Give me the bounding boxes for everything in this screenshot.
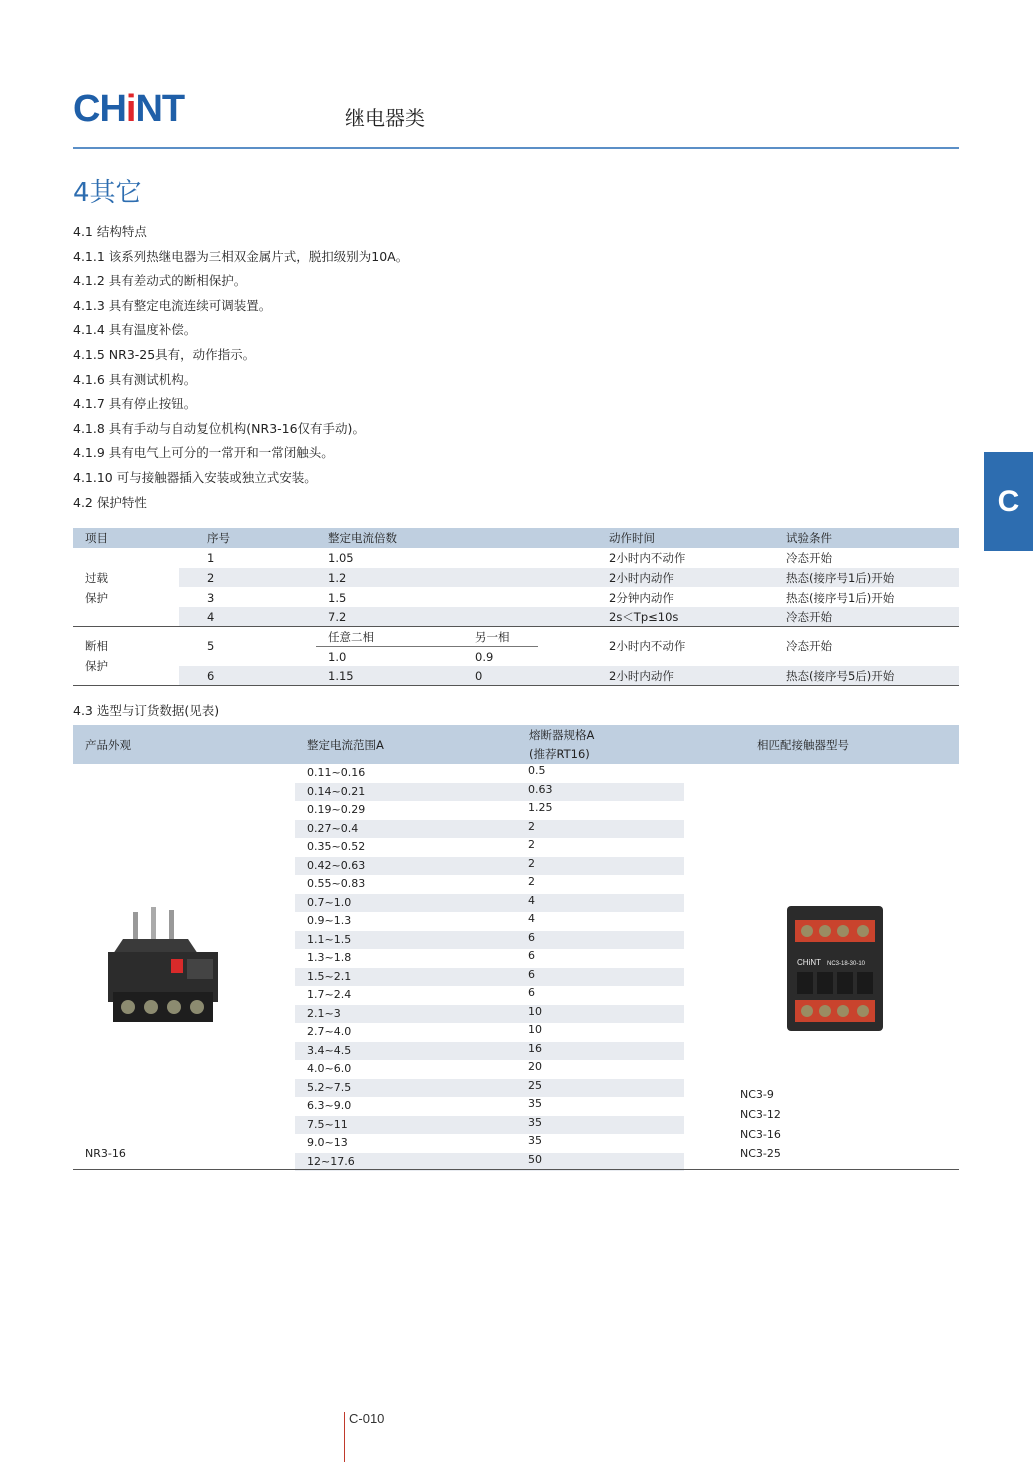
nc3-contactor-image <box>783 902 887 1037</box>
contactor-brand-label: CHiNT <box>797 958 821 967</box>
header-multiple: 整定电流倍数 <box>328 531 397 545</box>
range-cell: 9.0~13 <box>307 1136 348 1149</box>
range-cell: 12~17.6 <box>307 1154 355 1168</box>
page-number: C-010 <box>349 1411 385 1426</box>
table-row <box>295 986 684 1005</box>
table-cell: 1 <box>207 551 215 565</box>
contactor-model: NC3-12 <box>740 1108 781 1121</box>
table-row <box>295 931 684 950</box>
table-row <box>295 764 684 783</box>
table-cell: 1.2 <box>328 571 347 585</box>
table-row <box>295 1060 684 1079</box>
order-table-header <box>73 725 959 764</box>
table-row <box>295 1134 684 1153</box>
table-cell: 热态(接序号1后)开始 <box>786 591 895 605</box>
table-cell: 2s＜Tp≤10s <box>609 610 679 624</box>
header-no: 序号 <box>207 531 230 545</box>
header-condition: 试验条件 <box>786 531 832 545</box>
fuse-cell: 35 <box>528 1097 542 1110</box>
table-row <box>295 1079 684 1098</box>
feature-item: 4.1 结构特点 <box>73 224 147 239</box>
table-row <box>295 894 684 913</box>
contactor-model: NC3-16 <box>740 1128 781 1141</box>
fuse-cell: 2 <box>528 856 535 870</box>
order-section-title: 4.3 选型与订货数据(见表) <box>73 703 220 718</box>
fuse-cell: 4 <box>528 893 535 907</box>
feature-item: 4.1.7 具有停止按钮。 <box>73 396 197 412</box>
fuse-cell: 10 <box>528 1004 542 1018</box>
table-row <box>295 968 684 987</box>
header-fuse: 熔断器规格A <box>529 728 595 742</box>
group-label: 保护 <box>85 659 108 673</box>
range-cell: 4.0~6.0 <box>307 1062 352 1075</box>
header-range: 整定电流范围A <box>307 738 384 752</box>
range-cell: 1.7~2.4 <box>307 988 352 1001</box>
table-cell: 5 <box>207 639 215 653</box>
table-cell: 3 <box>207 591 215 605</box>
table-cell: 热态(接序号1后)开始 <box>786 571 895 585</box>
table-divider <box>73 626 959 627</box>
fuse-cell: 0.5 <box>528 764 546 777</box>
feature-item: 4.1.3 具有整定电流连续可调装置。 <box>73 297 272 313</box>
table-cell: 冷态开始 <box>786 639 832 653</box>
table-cell: 1.05 <box>328 551 354 565</box>
header-fuse-note: (推荐RT16) <box>529 747 590 761</box>
contactor-model: NC3-25 <box>740 1147 781 1160</box>
header-contactor: 相匹配接触器型号 <box>757 738 849 752</box>
table-cell: 2 <box>207 571 215 585</box>
table-cell: 2分钟内动作 <box>609 591 674 605</box>
fuse-cell: 25 <box>528 1078 542 1092</box>
fuse-cell: 16 <box>528 1041 542 1055</box>
table-row <box>295 912 684 931</box>
fuse-cell: 35 <box>528 1115 542 1129</box>
header-appearance: 产品外观 <box>85 738 131 752</box>
feature-item: 4.1.6 具有测试机构。 <box>73 371 197 387</box>
range-cell: 1.1~1.5 <box>307 932 352 946</box>
table-row <box>295 838 684 857</box>
table-cell: 2小时内动作 <box>609 669 674 683</box>
sub-divider <box>316 646 538 647</box>
fuse-cell: 10 <box>528 1023 542 1036</box>
fuse-cell: 6 <box>528 967 535 981</box>
fuse-cell: 0.63 <box>528 782 553 796</box>
range-cell: 5.2~7.5 <box>307 1080 352 1094</box>
table-cell: 冷态开始 <box>786 610 832 624</box>
chapter-tab[interactable]: C <box>984 452 1033 551</box>
category-title: 继电器类 <box>345 106 425 130</box>
feature-list <box>73 222 408 517</box>
order-table <box>73 764 959 1170</box>
model-label: NR3-16 <box>85 1147 126 1160</box>
table-cell: 0.9 <box>475 650 494 664</box>
feature-item: 4.1.1 该系列热继电器为三相双金属片式，脱扣级别为10A。 <box>73 248 409 264</box>
feature-item: 4.1.8 具有手动与自动复位机构(NR3-16仅有手动)。 <box>73 420 365 436</box>
table-cell: 1.5 <box>328 591 347 605</box>
range-cell: 0.9~1.3 <box>307 914 352 927</box>
table-row <box>295 875 684 894</box>
table-row <box>295 949 684 968</box>
fuse-cell: 2 <box>528 819 535 833</box>
table-cell: 7.2 <box>328 610 347 624</box>
nr3-16-relay-image <box>103 904 221 1029</box>
table-bottom-line <box>73 1169 959 1170</box>
table-row <box>295 801 684 820</box>
table-cell: 冷态开始 <box>786 551 832 565</box>
fuse-cell: 20 <box>528 1060 542 1073</box>
table-row <box>295 1005 684 1024</box>
footer-divider <box>344 1412 345 1462</box>
table-row <box>295 1023 684 1042</box>
table-cell: 2小时内动作 <box>609 571 674 585</box>
range-cell: 0.7~1.0 <box>307 895 352 909</box>
table-cell: 2小时内不动作 <box>609 639 686 653</box>
range-cell: 0.27~0.4 <box>307 821 359 835</box>
range-cell: 1.3~1.8 <box>307 951 352 964</box>
group-label: 过载 <box>85 571 108 585</box>
table-cell: 1.0 <box>328 650 347 664</box>
chint-logo: CHiNT <box>73 88 185 130</box>
feature-item: 4.1.2 具有差动式的断相保护。 <box>73 273 247 289</box>
feature-item: 4.1.9 具有电气上可分的一常开和一常闭触头。 <box>73 445 334 461</box>
range-cell: 6.3~9.0 <box>307 1099 352 1112</box>
table-row <box>295 857 684 876</box>
table-cell: 0 <box>475 669 483 683</box>
table-row <box>295 820 684 839</box>
table-cell: 热态(接序号5后)开始 <box>786 669 895 683</box>
fuse-cell: 1.25 <box>528 801 553 814</box>
table-cell: 1.15 <box>328 669 354 683</box>
fuse-cell: 50 <box>528 1152 542 1166</box>
range-cell: 3.4~4.5 <box>307 1043 352 1057</box>
range-cell: 0.11~0.16 <box>307 766 366 779</box>
fuse-cell: 2 <box>528 838 535 851</box>
row-shade <box>179 607 959 626</box>
range-cell: 0.19~0.29 <box>307 803 366 816</box>
contactor-model-label: NC3-18-30-10 <box>827 961 866 967</box>
group-label: 保护 <box>85 591 108 605</box>
header-item: 项目 <box>85 531 108 545</box>
section-title: 4其它 <box>73 178 142 208</box>
table-row <box>295 783 684 802</box>
table-cell: 任意二相 <box>328 630 374 644</box>
group-label: 断相 <box>85 639 108 653</box>
table-bottom-line <box>73 685 959 686</box>
fuse-cell: 6 <box>528 930 535 944</box>
table-cell: 另一相 <box>475 630 510 644</box>
range-cell: 0.14~0.21 <box>307 784 366 798</box>
feature-item: 4.1.10 可与接触器插入安装或独立式安装。 <box>73 469 317 485</box>
contactor-model: NC3-9 <box>740 1088 774 1101</box>
fuse-cell: 35 <box>528 1134 542 1147</box>
range-cell: 0.42~0.63 <box>307 858 366 872</box>
table-cell: 4 <box>207 610 215 624</box>
header-time: 动作时间 <box>609 531 655 545</box>
fuse-cell: 2 <box>528 875 535 888</box>
table-cell: 6 <box>207 669 215 683</box>
table-row <box>295 1097 684 1116</box>
feature-item: 4.2 保护特性 <box>73 494 147 510</box>
fuse-cell: 4 <box>528 912 535 925</box>
fuse-cell: 6 <box>528 986 535 999</box>
range-cell: 7.5~11 <box>307 1117 348 1131</box>
table-row <box>295 1042 684 1061</box>
header-divider <box>73 147 959 149</box>
feature-item: 4.1.5 NR3-25具有，动作指示。 <box>73 346 256 362</box>
range-cell: 2.7~4.0 <box>307 1025 352 1038</box>
fuse-cell: 6 <box>528 949 535 962</box>
range-cell: 0.35~0.52 <box>307 840 366 853</box>
range-cell: 1.5~2.1 <box>307 969 352 983</box>
range-cell: 2.1~3 <box>307 1006 341 1020</box>
table-cell: 2小时内不动作 <box>609 551 686 565</box>
feature-item: 4.1.4 具有温度补偿。 <box>73 322 197 338</box>
range-cell: 0.55~0.83 <box>307 877 366 890</box>
table-row <box>295 1116 684 1135</box>
